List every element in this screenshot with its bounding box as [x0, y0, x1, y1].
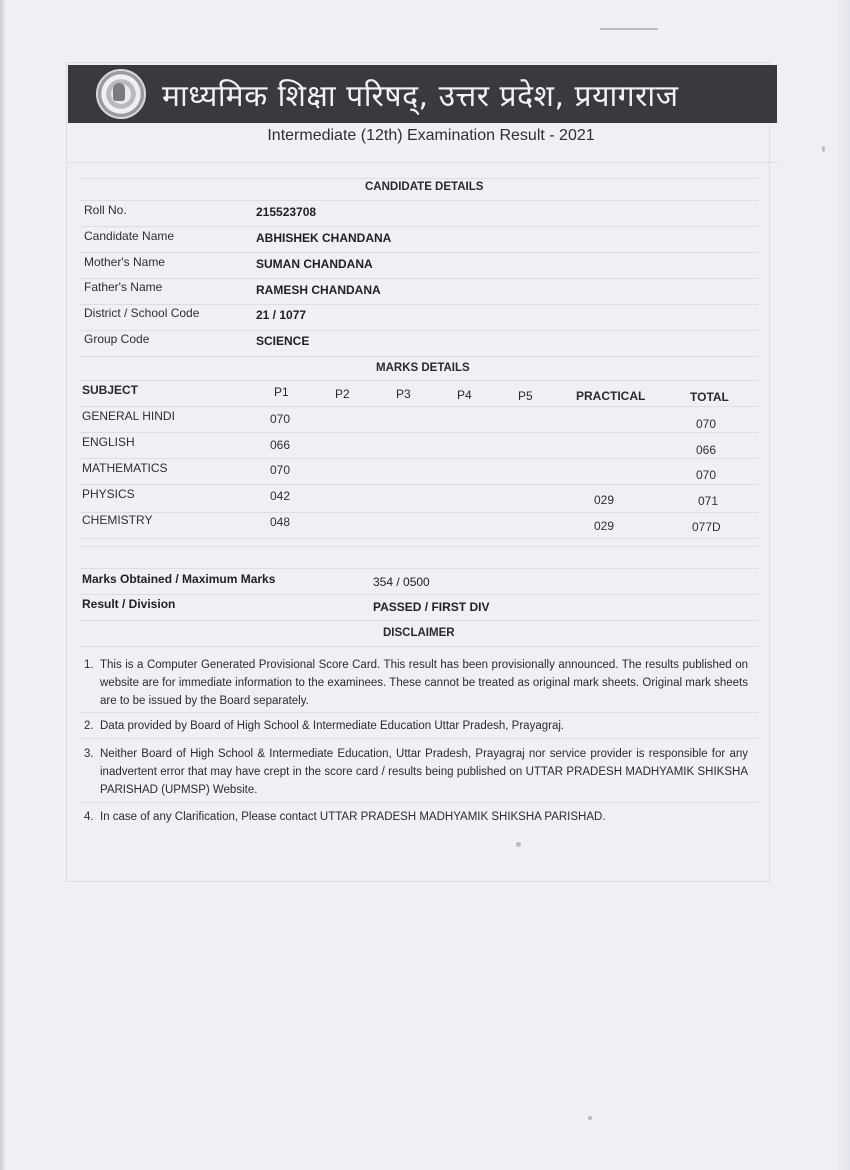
scan-speck	[588, 1116, 592, 1120]
divider	[80, 432, 758, 433]
subject-total: 071	[698, 494, 719, 508]
divider	[80, 380, 758, 381]
disclaimer-item-number: 1.	[84, 659, 94, 671]
exam-result-title: Intermediate (12th) Examination Result - 2021	[267, 127, 595, 144]
divider	[80, 304, 758, 305]
col-p2: P2	[335, 387, 350, 401]
subject-p1: 070	[270, 412, 291, 426]
board-title: माध्यमिक शिक्षा परिषद्, उत्तर प्रदेश, प्रयागराज	[162, 78, 679, 114]
divider	[80, 330, 758, 331]
divider	[80, 178, 758, 179]
subject-p1: 042	[270, 489, 291, 503]
marks-obtained-value: 354 / 0500	[373, 575, 430, 589]
roll-no-label: Roll No.	[84, 203, 127, 217]
divider	[66, 162, 778, 163]
disclaimer-item	[84, 656, 748, 710]
disclaimer-item-number: 4.	[84, 811, 94, 823]
divider	[80, 712, 758, 713]
subject-total: 070	[696, 417, 717, 431]
disclaimer-item-text: This is a Computer Generated Provisional Score Card. This result has been provisionally announced. The results published on website are for immediate information to the examinees. These cannot be treated as original mark sheets. Original mark sheets are to be issued by the Board separately.	[100, 659, 748, 707]
scan-speck	[822, 146, 825, 152]
up-board-emblem-icon	[96, 69, 146, 119]
divider	[80, 356, 758, 357]
district-school-code-label: District / School Code	[84, 306, 200, 320]
col-practical: PRACTICAL	[576, 389, 646, 403]
col-subject: SUBJECT	[82, 383, 139, 397]
divider	[80, 802, 758, 803]
subject-name: CHEMISTRY	[82, 513, 153, 527]
father-name-label: Father's Name	[84, 280, 163, 294]
candidate-name-label: Candidate Name	[84, 229, 175, 243]
col-p1: P1	[274, 385, 289, 399]
subject-p1: 048	[270, 515, 291, 529]
disclaimer-item-number: 2.	[84, 720, 94, 732]
disclaimer-item	[84, 808, 748, 826]
divider	[80, 226, 758, 227]
divider	[80, 594, 758, 595]
divider	[80, 484, 758, 485]
divider	[80, 406, 758, 407]
group-code-value: SCIENCE	[256, 334, 310, 348]
result-division-label: Result / Division	[82, 597, 176, 611]
divider	[80, 252, 758, 253]
mother-name-value: SUMAN CHANDANA	[256, 257, 373, 271]
marks-obtained-label: Marks Obtained / Maximum Marks	[82, 572, 276, 586]
disclaimer-item	[84, 745, 748, 799]
divider	[80, 646, 758, 647]
divider	[80, 512, 758, 513]
district-school-code-value: 21 / 1077	[256, 308, 307, 322]
subject-total: 066	[696, 443, 717, 457]
subject-name: ENGLISH	[82, 435, 135, 449]
candidate-details-heading: CANDIDATE DETAILS	[365, 181, 484, 193]
disclaimer-item-text: In case of any Clarification, Please contact UTTAR PRADESH MADHYAMIK SHIKSHA PARISHAD.	[100, 811, 606, 823]
divider	[80, 620, 758, 621]
result-division-value: PASSED / FIRST DIV	[373, 600, 490, 614]
disclaimer-heading: DISCLAIMER	[383, 627, 455, 639]
mother-name-label: Mother's Name	[84, 255, 165, 269]
subject-name: MATHEMATICS	[82, 461, 168, 475]
divider	[80, 458, 758, 459]
subject-name: PHYSICS	[82, 487, 135, 501]
disclaimer-item-text: Neither Board of High School & Intermediate Education, Uttar Pradesh, Prayagraj nor service provider is responsible for any inadvertent error that may have crept in the score card / results being published on UTTAR PRADESH MADHYAMIK SHIKSHA PARISHAD (UPMSP) Website.	[100, 748, 748, 796]
board-header	[68, 65, 777, 123]
disclaimer-item-number: 3.	[84, 748, 94, 760]
subject-total: 070	[696, 468, 717, 482]
father-name-value: RAMESH CHANDANA	[256, 283, 381, 297]
subject-total: 077D	[692, 520, 721, 534]
disclaimer-item-text: Data provided by Board of High School & Intermediate Education Uttar Pradesh, Prayagraj.	[100, 720, 565, 732]
divider	[80, 278, 758, 279]
divider	[80, 538, 758, 539]
subject-p1: 070	[270, 463, 291, 477]
subject-name: GENERAL HINDI	[82, 409, 175, 423]
scan-speck	[516, 842, 521, 847]
disclaimer-item	[84, 717, 748, 735]
col-p5: P5	[518, 389, 533, 403]
col-p4: P4	[457, 388, 472, 402]
roll-no-value: 215523708	[256, 205, 317, 219]
subject-practical: 029	[594, 519, 615, 533]
subject-p1: 066	[270, 438, 291, 452]
group-code-label: Group Code	[84, 332, 150, 346]
marks-details-heading: MARKS DETAILS	[376, 362, 470, 374]
divider	[80, 546, 758, 547]
divider	[80, 738, 758, 739]
candidate-name-value: ABHISHEK CHANDANA	[256, 231, 392, 245]
col-total: TOTAL	[690, 390, 729, 404]
divider	[80, 568, 758, 569]
scan-edge-left	[0, 0, 6, 1170]
scan-edge-right	[836, 0, 850, 1170]
scan-speck	[600, 28, 658, 30]
divider	[80, 200, 758, 201]
col-p3: P3	[396, 387, 411, 401]
subject-practical: 029	[594, 493, 615, 507]
